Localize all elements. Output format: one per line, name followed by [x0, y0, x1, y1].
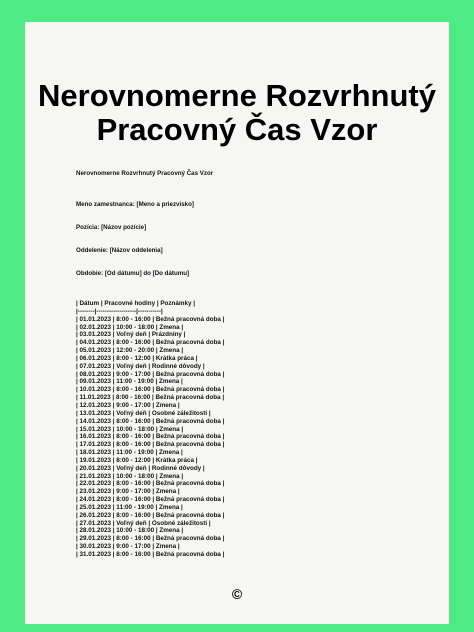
table-row: | 06.01.2023 | 8:00 - 12:00 | Krátka práca |: [76, 354, 198, 362]
copyright-icon: ©: [231, 586, 243, 602]
table-row: | 01.01.2023 | 8:00 - 16:00 | Bežná pracovná doba |: [76, 315, 225, 323]
table-row: | 16.01.2023 | 8:00 - 16:00 | Bežná pracovná doba |: [76, 433, 225, 441]
table-row: | 19.01.2023 | 8:00 - 12:00 | Krátka práca |: [76, 456, 198, 464]
table-header-row: | Dátum | Pracovné hodiny | Poznámky |: [76, 300, 196, 307]
table-row: | 11.01.2023 | 8:00 - 16:00 | Bežná pracovná doba |: [76, 394, 225, 402]
department-field: Oddelenie: [Názov oddelenia]: [76, 247, 163, 254]
table-row: | 08.01.2023 | 9:00 - 17:00 | Bežná pracovná doba |: [76, 370, 225, 378]
table-row: | 07.01.2023 | Voľný deň | Rodinné dôvody |: [76, 362, 205, 370]
table-row: | 09.01.2023 | 11:00 - 19:00 | Zmena |: [76, 378, 183, 386]
table-row: | 02.01.2023 | 10:00 - 18:00 | Zmena |: [76, 323, 184, 331]
table-row: | 20.01.2023 | Voľný deň | Rodinné dôvody |: [76, 464, 205, 472]
table-row: | 13.01.2023 | Voľný deň | Osobné záležitosti |: [76, 409, 211, 417]
table-row: | 18.01.2023 | 11:00 - 19:00 | Zmena |: [76, 449, 183, 457]
period-field: Obdobie: [Od dátumu] do [Do dátumu]: [76, 270, 190, 277]
table-row: | 10.01.2023 | 8:00 - 16:00 | Bežná pracovná doba |: [76, 386, 225, 394]
table-row: | 28.01.2023 | 10:00 - 18:00 | Zmena |: [76, 527, 184, 535]
table-row: | 03.01.2023 | Voľný deň | Prázdniny |: [76, 331, 186, 339]
table-row: | 17.01.2023 | 8:00 - 16:00 | Bežná pracovná doba |: [76, 441, 225, 449]
document-subtitle: Nerovnomerne Rozvrhnutý Pracovný Čas Vzor: [76, 170, 214, 177]
table-row: | 25.01.2023 | 11:00 - 19:00 | Zmena |: [76, 503, 183, 511]
table-row: | 31.01.2023 | 8:00 - 16:00 | Bežná pracovná doba |: [76, 551, 225, 558]
table-separator-row: |--------|-------------------|-----------|: [76, 307, 163, 315]
table-row: | 23.01.2023 | 9:00 - 17:00 | Zmena |: [76, 488, 180, 496]
table-row: | 24.01.2023 | 8:00 - 16:00 | Bežná pracovná doba |: [76, 496, 225, 504]
table-row: | 21.01.2023 | 10:00 - 18:00 | Zmena |: [76, 472, 184, 480]
page-title: [25, 79, 449, 147]
table-row: | 29.01.2023 | 8:00 - 16:00 | Bežná pracovná doba |: [76, 535, 225, 543]
position-field: Pozícia: [Názov pozície]: [76, 224, 147, 231]
employee-name-field: Meno zamestnanca: [Meno a priezvisko]: [76, 201, 194, 208]
table-row: | 26.01.2023 | 8:00 - 16:00 | Bežná pracovná doba |: [76, 511, 225, 519]
page-title-line-1: Nerovnomerne Rozvrhnutý: [38, 78, 436, 113]
table-row: | 05.01.2023 | 12:00 - 20:00 | Zmena |: [76, 347, 184, 355]
schedule-table: [76, 300, 224, 559]
table-row: | 30.01.2023 | 9:00 - 17:00 | Zmena |: [76, 543, 180, 551]
table-row: | 12.01.2023 | 9:00 - 17:00 | Zmena |: [76, 401, 180, 409]
page-title-line-2: Pracovný Čas Vzor: [96, 112, 378, 147]
table-row: | 04.01.2023 | 8:00 - 16:00 | Bežná pracovná doba |: [76, 339, 225, 347]
table-row: | 27.01.2023 | Voľný deň | Osobné záležitosti |: [76, 519, 211, 527]
table-row: | 22.01.2023 | 8:00 - 16:00 | Bežná pracovná doba |: [76, 480, 225, 488]
table-row: | 15.01.2023 | 10:00 - 18:00 | Zmena |: [76, 425, 184, 433]
document-page: [25, 22, 449, 624]
table-row: | 14.01.2023 | 8:00 - 16:00 | Bežná pracovná doba |: [76, 417, 225, 425]
